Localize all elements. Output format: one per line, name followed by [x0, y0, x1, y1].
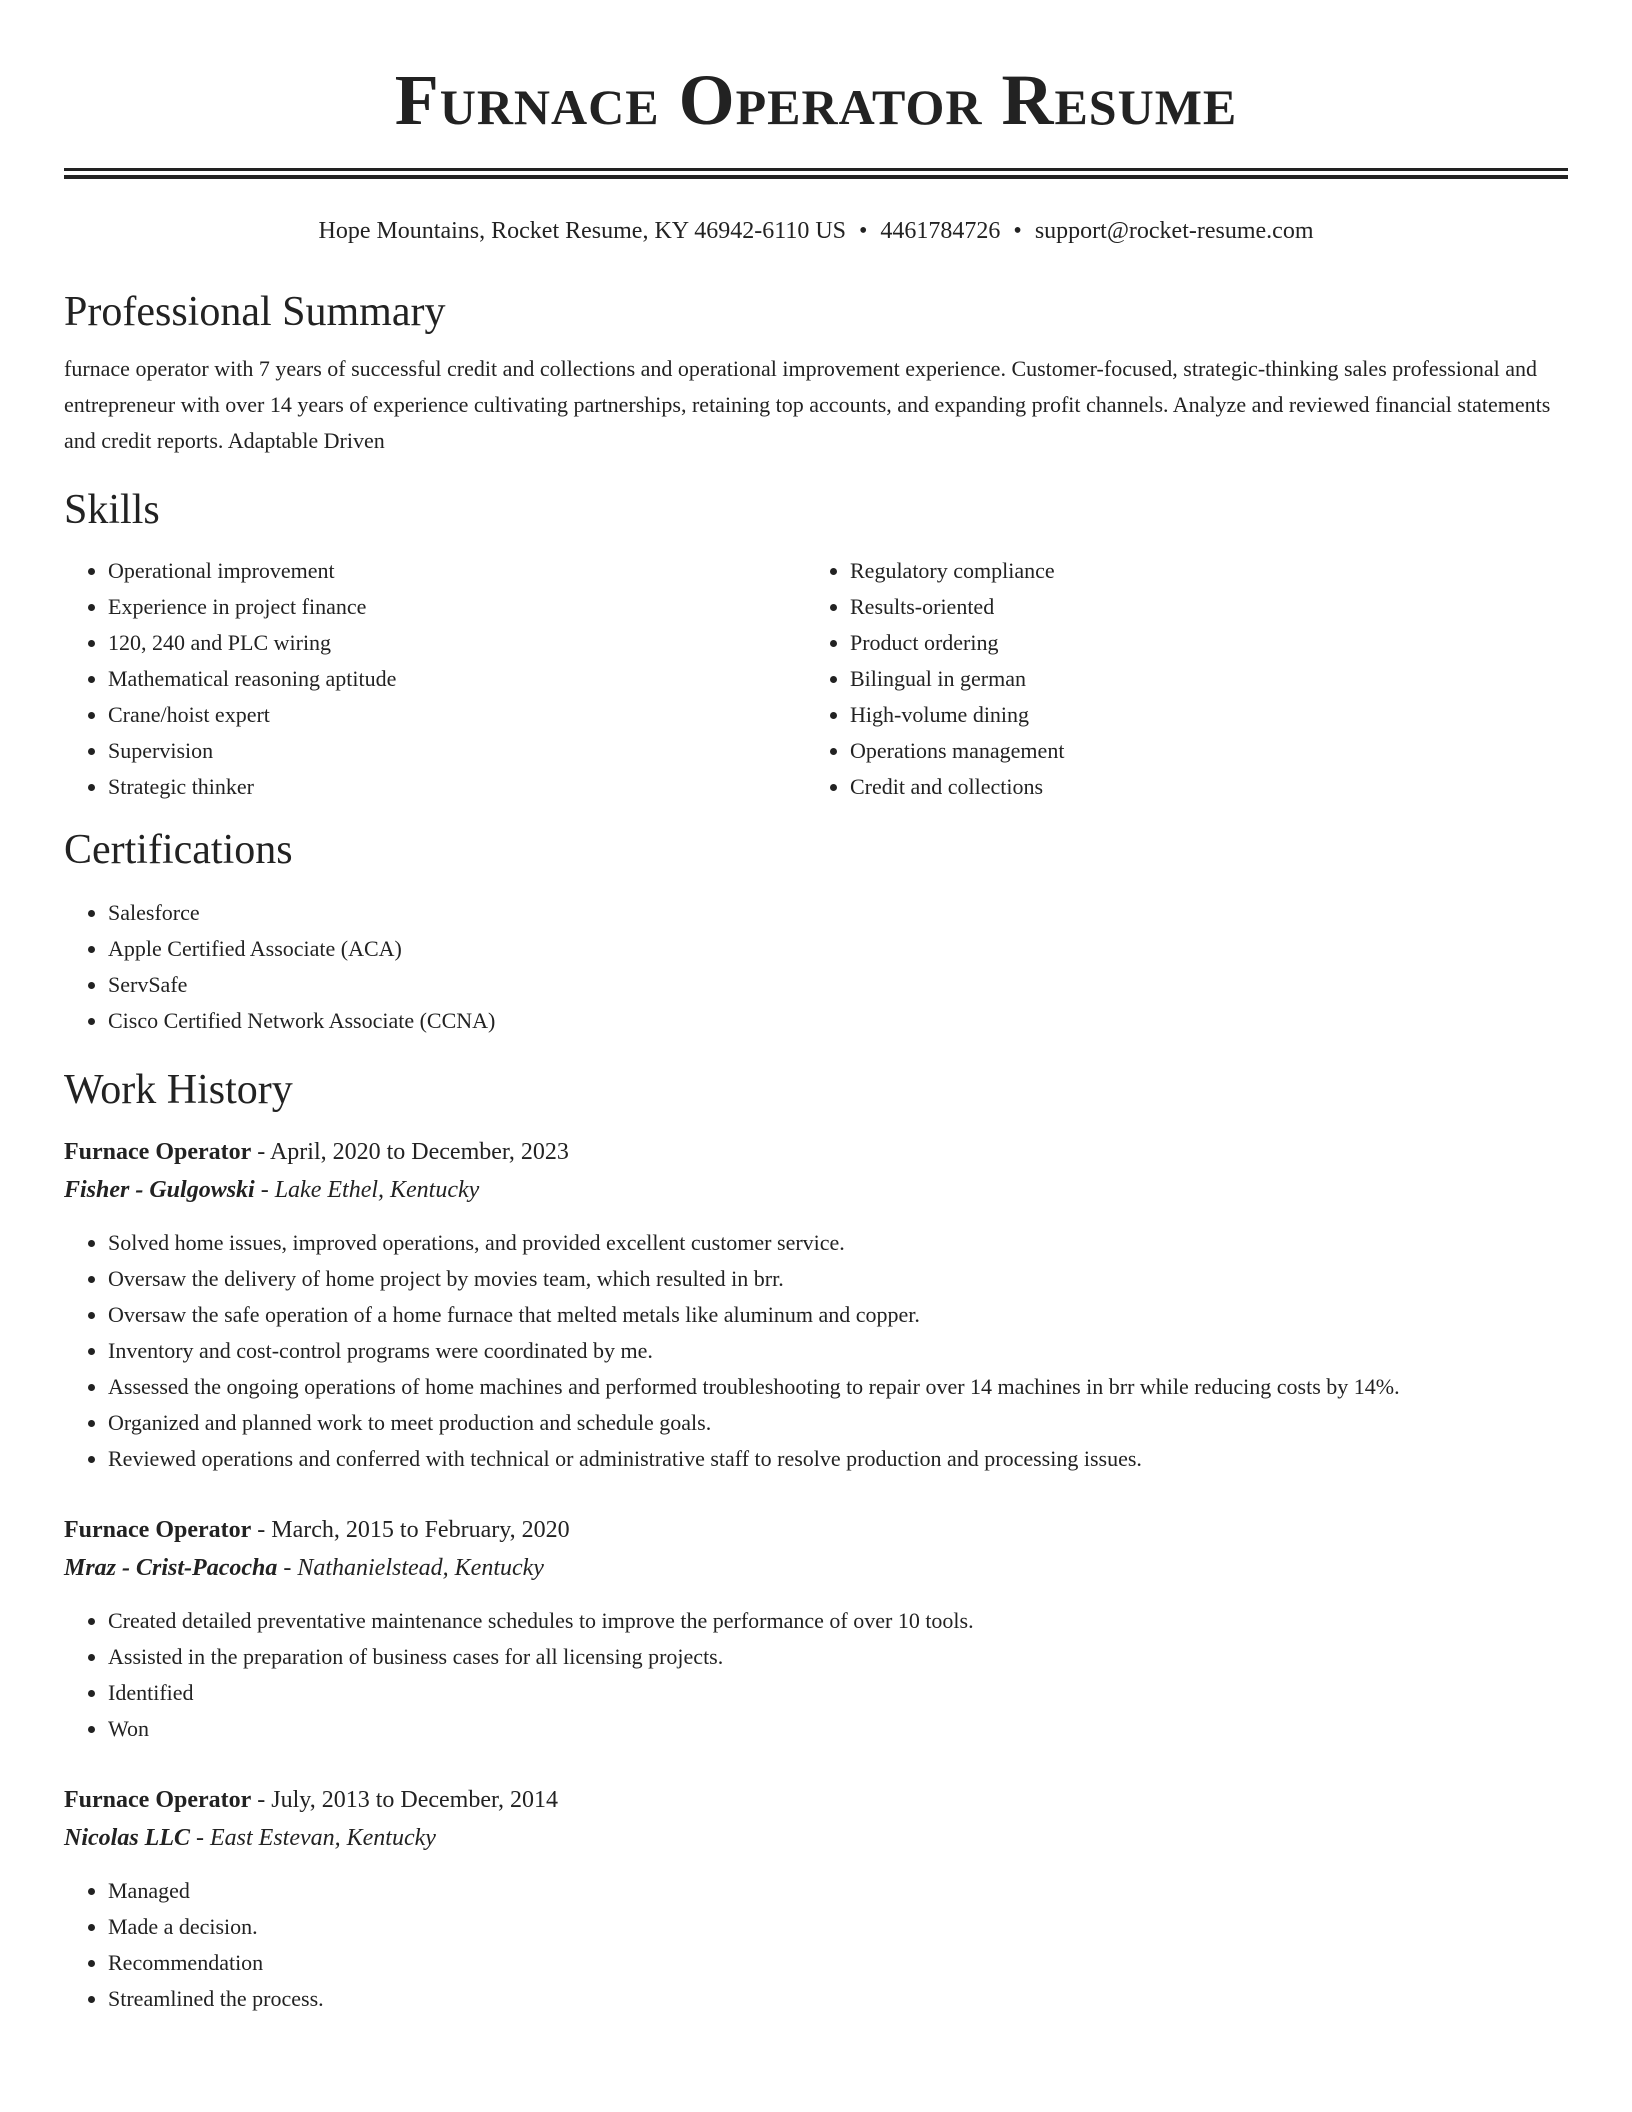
summary-heading: Professional Summary: [64, 289, 446, 335]
skills-column-right: [806, 553, 1548, 805]
job-bullet: • Assisted in the preparation of business cases for all licensing projects.: [108, 1639, 1568, 1675]
contact-line: [64, 215, 1568, 247]
skill-item: • Product ordering: [850, 625, 1548, 661]
skills-list-left: [64, 553, 806, 805]
job-bullet: • Reviewed operations and conferred with technical or administrative staff to resolve production and processing issues.: [108, 1441, 1568, 1477]
skill-item: • Strategic thinker: [108, 769, 806, 805]
job-bullet: • Created detailed preventative maintenance schedules to improve the performance of over 10 tools.: [108, 1603, 1568, 1639]
skills-list-right: [806, 553, 1548, 805]
certifications-heading: Certifications: [64, 827, 293, 873]
certifications-list: [64, 895, 1568, 1039]
job-company: Fisher - Gulgowski: [64, 1177, 255, 1203]
job-bullet: • Assessed the ongoing operations of home machines and performed troubleshooting to repair over 14 machines in brr while reducing costs by 14%.: [108, 1369, 1568, 1405]
job-company-line: [64, 1171, 1568, 1209]
job-bullet: • Made a decision.: [108, 1909, 1568, 1945]
certification-item: • Salesforce: [108, 895, 1568, 931]
skill-item: • Supervision: [108, 733, 806, 769]
skill-item: • Crane/hoist expert: [108, 697, 806, 733]
job-company-line: [64, 1549, 1568, 1587]
job-role: Furnace Operator: [64, 1787, 252, 1813]
job-bullet: • Won: [108, 1711, 1568, 1747]
contact-separator: •: [859, 218, 868, 244]
skill-item: • Results-oriented: [850, 589, 1548, 625]
skill-item: • Operations management: [850, 733, 1548, 769]
contact-address: Hope Mountains, Rocket Resume, KY 46942-6110 US: [318, 218, 846, 244]
job-company-line: [64, 1819, 1568, 1857]
certification-item: • Cisco Certified Network Associate (CCNA): [108, 1003, 1568, 1039]
certification-item: • ServSafe: [108, 967, 1568, 1003]
skill-item: • High-volume dining: [850, 697, 1548, 733]
job-location: - Lake Ethel, Kentucky: [254, 1177, 480, 1203]
job-location: - East Estevan, Kentucky: [190, 1825, 436, 1851]
job-company: Mraz - Crist-Pacocha: [64, 1555, 278, 1581]
job-dates: - April, 2020 to December, 2023: [251, 1139, 569, 1165]
job-bullet: • Inventory and cost-control programs were coordinated by me.: [108, 1333, 1568, 1369]
job-role: Furnace Operator: [64, 1139, 252, 1165]
job-role: Furnace Operator: [64, 1517, 252, 1543]
job-bullet: • Oversaw the safe operation of a home furnace that melted metals like aluminum and copper.: [108, 1297, 1568, 1333]
job-entry: [64, 1781, 1568, 2017]
job-bullets: [64, 1603, 1568, 1747]
job-bullets: [64, 1873, 1568, 2017]
job-bullet: • Managed: [108, 1873, 1568, 1909]
job-bullet: • Streamlined the process.: [108, 1981, 1568, 2017]
job-title-line: [64, 1511, 1568, 1549]
job-bullet: • Identified: [108, 1675, 1568, 1711]
skill-item: • Credit and collections: [850, 769, 1548, 805]
skill-item: • Experience in project finance: [108, 589, 806, 625]
job-dates: - July, 2013 to December, 2014: [251, 1787, 559, 1813]
skills-heading: Skills: [64, 487, 160, 533]
job-bullet: • Recommendation: [108, 1945, 1568, 1981]
skill-item: • Regulatory compliance: [850, 553, 1548, 589]
job-title-line: [64, 1133, 1568, 1171]
contact-email: support@rocket-resume.com: [1034, 218, 1314, 244]
contact-phone: 4461784726: [880, 218, 1001, 244]
certification-item: • Apple Certified Associate (ACA): [108, 931, 1568, 967]
summary-text: furnace operator with 7 years of successful credit and collections and operational improvement experience. Customer-focused, strategic-thinking sales professional and entrepreneur with over 14 years of experience cultivating partnerships, retaining top accounts, and expanding profit channels. Analyze and reviewed financial statements and credit reports. Adaptable Driven: [64, 356, 1551, 453]
title-divider: [64, 168, 1568, 179]
skill-item: • 120, 240 and PLC wiring: [108, 625, 806, 661]
contact-separator: •: [1013, 218, 1022, 244]
job-title-line: [64, 1781, 1568, 1819]
job-location: - Nathanielstead, Kentucky: [277, 1555, 544, 1581]
job-dates: - March, 2015 to February, 2020: [251, 1517, 570, 1543]
skill-item: • Operational improvement: [108, 553, 806, 589]
skills-column-left: [64, 553, 806, 805]
skill-item: • Bilingual in german: [850, 661, 1548, 697]
job-company: Nicolas LLC: [64, 1825, 190, 1851]
job-bullets: [64, 1225, 1568, 1477]
job-bullet: • Organized and planned work to meet production and schedule goals.: [108, 1405, 1568, 1441]
job-bullet: • Oversaw the delivery of home project by movies team, which resulted in brr.: [108, 1261, 1568, 1297]
skill-item: • Mathematical reasoning aptitude: [108, 661, 806, 697]
job-entry: [64, 1511, 1568, 1747]
skills-grid: [64, 553, 1568, 805]
resume-title: Furnace Operator Resume: [394, 60, 1238, 140]
work-history-heading: Work History: [64, 1067, 293, 1113]
job-bullet: • Solved home issues, improved operations, and provided excellent customer service.: [108, 1225, 1568, 1261]
job-entry: [64, 1133, 1568, 1477]
